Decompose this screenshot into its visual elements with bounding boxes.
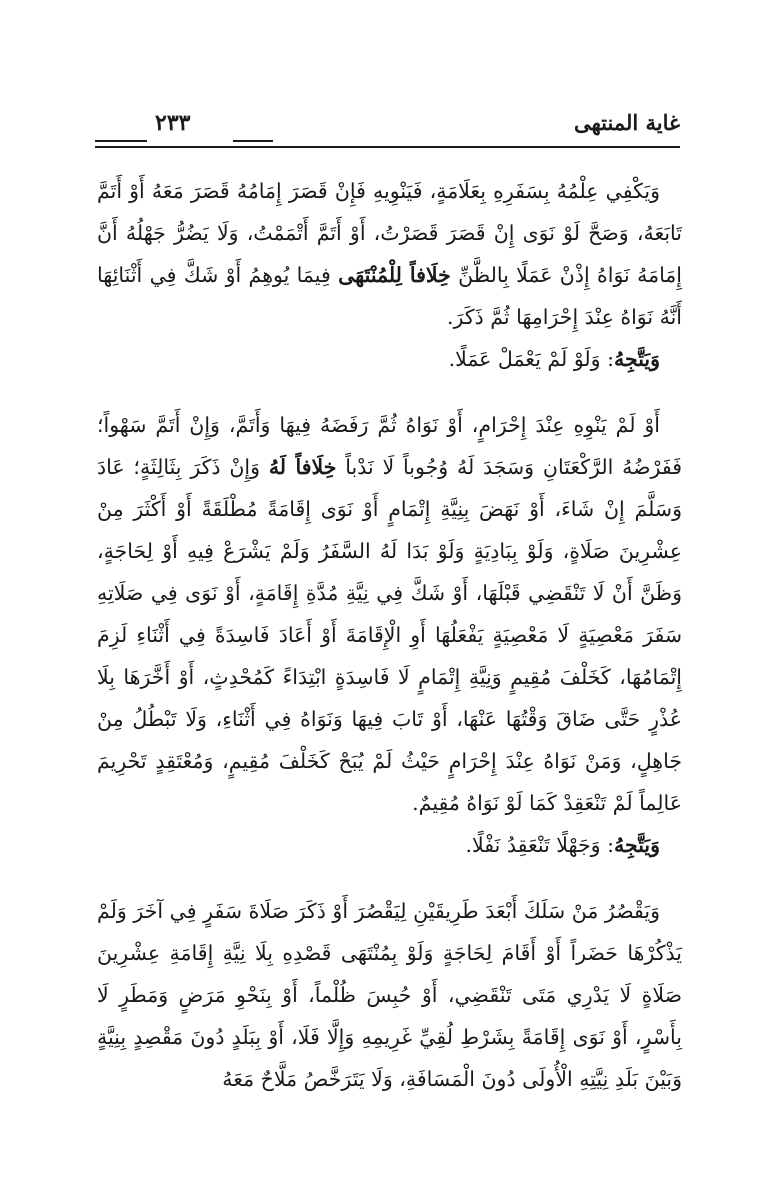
- page-number: ٢٣٣: [155, 110, 191, 136]
- paragraph-1-bold: خِلَافاً لِلْمُنْتَهَى: [338, 263, 451, 287]
- paragraph-1-text-a: وَيَكْفِي عِلْمُهُ بِسَفَرِهِ بِعَلَامَةٍ، فَيَنْوِيهِ فَإِنْ قَصَرَ إِمَامُهُ قَصَرَ مَعَهُ أَوْ أَتَمَّ تَابَعَهُ، وَصَحَّ لَوْ نَوَى إِنْ قَصَرَ قَصَرْتُ، أَوْ أَتَمَّ أَتْمَمْتُ، وَلَا يَضُرُّ جَهْلُهُ أَنَّ إِمَامَهُ نَوَاهُ إِذْنْ عَمَلًا بِالظَّنِّ: [97, 179, 682, 287]
- paragraph-3: [97, 890, 682, 1100]
- note-2: [97, 824, 682, 866]
- note-1: [97, 338, 682, 380]
- note-1-label: وَيَتَّجِهُ: [613, 347, 660, 371]
- paragraph-1-text-b: فِيمَا يُوهِمُ أَوْ شَكَّ فِي أَثْنَائِهَا أَنَّهُ نَوَاهُ عِنْدَ إِحْرَامِهَا ثُمَّ ذَكَرَ.: [97, 263, 682, 329]
- paragraph-2: [97, 404, 682, 824]
- running-title: غاية المنتهى: [573, 110, 680, 135]
- note-2-label: وَيَتَّجِهُ: [613, 833, 660, 857]
- page-header: [95, 110, 680, 154]
- header-rule-left: [95, 140, 147, 142]
- paragraph-2-text-a: أَوْ لَمْ يَنْوِهِ عِنْدَ إِحْرَامٍ، أَوْ نَوَاهُ ثُمَّ رَفَضَهُ فِيهَا وَأَتَمَّ، وَإِنْ أَتَمَّ سَهْواً؛ فَفَرْضُهُ الرَّكْعَتَانِ وَسَجَدَ لَهُ وُجُوباً لَا نَدْباً: [97, 413, 682, 479]
- note-2-text: : وَجَهْلًا تَنْعَقِدُ نَفْلًا.: [465, 833, 614, 857]
- paragraph-1: [97, 170, 682, 338]
- note-1-text: : وَلَوْ لَمْ يَعْمَلْ عَمَلًا.: [448, 347, 614, 371]
- page-body: [97, 170, 682, 1100]
- paragraph-3-text: وَيَقْصُرُ مَنْ سَلَكَ أَبْعَدَ طَرِيقَيْنِ لِيَقْصُرَ أَوْ ذَكَرَ صَلَاةَ سَفَرٍ فِي آخَرَ وَلَمْ يَذْكُرْهَا حَضَراً أَوْ أَقَامَ لِحَاجَةٍ وَلَوْ بِمُنْتَهَى قَصْدِهِ بِلَا نِيَّةِ إِقَامَةِ عِشْرِينَ صَلَاةٍ لَا يَدْرِي مَتَى تَنْقَضِي، أَوْ حُبِسَ ظُلْماً، أَوْ بِنَحْوِ مَرَضٍ وَمَطَرٍ لَا بِأَسْرٍ، أَوْ نَوَى إِقَامَةً بِشَرْطِ لُقِيِّ غَرِيمِهِ وَإِلَّا فَلَا، أَوْ بِبَلَدٍ دُونَ مَقْصِدٍ بِنِيَّةٍ وَبَيْنَ بَلَدِ نِيَّتِهِ الْأُولَى دُونَ الْمَسَافَةِ، وَلَا يَتَرَخَّصُ مَلَّاحٌ مَعَهُ: [97, 899, 682, 1091]
- paragraph-2-bold: خِلَافاً لَهُ: [268, 455, 337, 479]
- header-rule-mid: [233, 140, 273, 142]
- header-rule: [95, 146, 680, 148]
- paragraph-2-text-b: وَإِنْ ذَكَرَ بِثَالِثَةٍ؛ عَادَ وَسَلَّمَ إِنْ شَاءَ، أَوْ نَهَضَ بِنِيَّةِ إِتْمَامٍ أَوْ نَوَى إِقَامَةً مُطْلَقَةً أَوْ أَكْثَرَ مِنْ عِشْرِينَ صَلَاةٍ، وَلَوْ بِبَادِيَةٍ وَلَوْ بَدَا لَهُ السَّفَرُ وَلَمْ يَشْرَعْ فِيهِ أَوْ لِحَاجَةٍ، وَظَنَّ أَنْ لَا تَنْقَضِي قَبْلَهَا، أَوْ شَكَّ فِي نِيَّةِ مُدَّةِ إِقَامَةٍ، أَوْ نَوَى فِي صَلَاتِهِ سَفَرَ مَعْصِيَةٍ لَا مَعْصِيَةٍ يَفْعَلُهَا أَوِ الْإِقَامَةَ أَوْ أَعَادَ فَاسِدَةً فِي أَثْنَاءِ لَزِمَ إِتْمَامُهَا، كَخَلْفَ مُقِيمٍ وَنِيَّةِ إِتْمَامٍ لَا فَاسِدَةٍ ابْتِدَاءً كَمُحْدِثٍ، أَوْ أَخَّرَهَا بِلَا عُذْرٍ حَتَّى ضَاقَ وَقْتُهَا عَنْهَا، أَوْ تَابَ فِيهَا وَنَوَاهُ فِي أَثْنَاءِ، وَلَا تَبْطُلُ مِنْ جَاهِلٍ، وَمَنْ نَوَاهُ عِنْدَ إِحْرَامٍ حَيْثُ لَمْ يُبَحْ كَخَلْفَ مُقِيمٍ، وَمُعْتَقِدٍ تَحْرِيمَ عَالِماً لَمْ تَنْعَقِدْ كَمَا لَوْ نَوَاهُ مُقِيمٌ.: [97, 455, 682, 815]
